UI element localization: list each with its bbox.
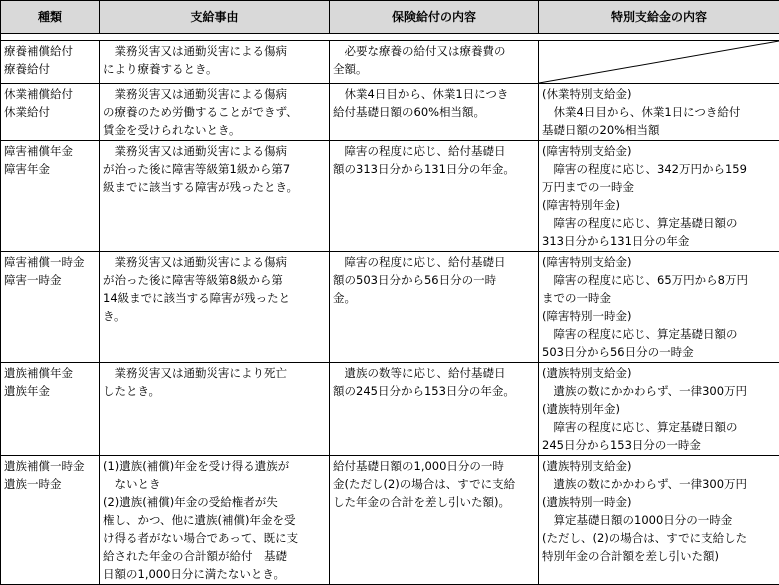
cell-special-line: (遺族特別年金)	[542, 400, 776, 418]
cell-insurance	[330, 141, 539, 252]
cell-reason-line: (2)遺族(補償)年金の受給権者が失	[103, 493, 326, 511]
cell-insurance	[330, 41, 539, 84]
cell-reason-line: 権し、かつ、他に遺族(補償)年金を受	[103, 511, 326, 529]
cell-reason-line: 業務災害又は通勤災害による傷病	[103, 142, 326, 160]
cell-reason	[100, 363, 330, 456]
cell-reason-line: したとき。	[103, 382, 326, 400]
cell-type-line: 療養補償給付	[4, 42, 96, 60]
cell-reason-line: (1)遺族(補償)年金を受け得る遺族が	[103, 457, 326, 475]
cell-insurance-line: 休業4日目から、休業1日につき	[333, 85, 535, 103]
cell-special-line: 障害の程度に応じ、342万円から159	[542, 160, 776, 178]
cell-reason	[100, 41, 330, 84]
cell-special	[539, 363, 779, 456]
cell-special	[539, 456, 779, 585]
cell-insurance-line: 全額。	[333, 60, 535, 78]
cell-type-line: 障害一時金	[4, 271, 96, 289]
cell-special-line: 障害の程度に応じ、算定基礎日額の	[542, 214, 776, 232]
cell-insurance-line: 必要な療養の給付又は療養費の	[333, 42, 535, 60]
cell-special-empty	[539, 41, 779, 84]
cell-reason-line: が治った後に障害等級第8級から第	[103, 271, 326, 289]
cell-reason-line: 給された年金の合計額が給付 基礎	[103, 547, 326, 565]
cell-special	[539, 252, 779, 363]
cell-special-line: 遺族の数にかかわらず、一律300万円	[542, 382, 776, 400]
cell-insurance-line: 障害の程度に応じ、給付基礎日	[333, 253, 535, 271]
cell-type-line: 障害補償一時金	[4, 253, 96, 271]
cell-special-line: (障害特別一時金)	[542, 307, 776, 325]
cell-special-line: (遺族特別支給金)	[542, 457, 776, 475]
cell-type-line: 休業補償給付	[4, 85, 96, 103]
cell-special-line: 基礎日額の20%相当額	[542, 121, 776, 139]
cell-special-line: 障害の程度に応じ、算定基礎日額の	[542, 325, 776, 343]
cell-insurance-line: 額の503日分から56日分の一時	[333, 271, 535, 289]
cell-type	[1, 141, 100, 252]
cell-special	[539, 84, 779, 141]
cell-special-line: 障害の程度に応じ、65万円から8万円	[542, 271, 776, 289]
cell-reason	[100, 141, 330, 252]
cell-special-line: (ただし、(2)の場合は、すでに支給した	[542, 529, 776, 547]
cell-special-line: (障害特別支給金)	[542, 142, 776, 160]
cell-reason-line: が治った後に障害等級第1級から第7	[103, 160, 326, 178]
cell-special	[539, 141, 779, 252]
cell-insurance	[330, 84, 539, 141]
cell-special-line: 万円までの一時金	[542, 178, 776, 196]
cell-reason	[100, 252, 330, 363]
table-row	[1, 456, 779, 585]
cell-special-line: 休業4日目から、休業1日につき給付	[542, 103, 776, 121]
cell-type	[1, 252, 100, 363]
cell-special-line: 245日分から153日分の一時金	[542, 436, 776, 454]
cell-type-line: 休業給付	[4, 103, 96, 121]
table-row	[1, 252, 779, 363]
cell-insurance	[330, 456, 539, 585]
cell-reason-line: 級までに該当する障害が残ったとき。	[103, 178, 326, 196]
cell-reason-line: け得る者がない場合であって、既に支	[103, 529, 326, 547]
cell-insurance	[330, 363, 539, 456]
cell-reason-line: ないとき	[103, 475, 326, 493]
cell-special-line: までの一時金	[542, 289, 776, 307]
cell-reason-line: 賃金を受けられないとき。	[103, 121, 326, 139]
cell-type-line: 遺族補償年金	[4, 364, 96, 382]
table-row	[1, 141, 779, 252]
cell-insurance-line: した年金の合計を差し引いた額)。	[333, 493, 535, 511]
diagonal-slash	[539, 41, 779, 83]
header-special: 特別支給金の内容	[539, 1, 779, 34]
cell-insurance-line: 給付基礎日額の1,000日分の一時	[333, 457, 535, 475]
header-reason: 支給事由	[100, 1, 330, 34]
cell-insurance-line: 額の245日分から153日分の年金。	[333, 382, 535, 400]
cell-reason-line: の療養のため労働することができず、	[103, 103, 326, 121]
cell-reason-line: 業務災害又は通勤災害による傷病	[103, 42, 326, 60]
cell-type	[1, 456, 100, 585]
cell-insurance-line: 遺族の数等に応じ、給付基礎日	[333, 364, 535, 382]
header-gap	[1, 34, 779, 41]
cell-insurance-line: 金(ただし(2)の場合は、すでに支給	[333, 475, 535, 493]
cell-type	[1, 41, 100, 84]
table-row	[1, 363, 779, 456]
cell-reason-line: 業務災害又は通勤災害による傷病	[103, 253, 326, 271]
cell-type-line: 遺族一時金	[4, 475, 96, 493]
cell-special-line: 障害の程度に応じ、算定基礎日額の	[542, 418, 776, 436]
cell-insurance-line: 障害の程度に応じ、給付基礎日	[333, 142, 535, 160]
cell-insurance	[330, 252, 539, 363]
cell-special-line: (遺族特別支給金)	[542, 364, 776, 382]
cell-reason-line: により療養するとき。	[103, 60, 326, 78]
cell-type-line: 障害補償年金	[4, 142, 96, 160]
cell-reason-line: き。	[103, 307, 326, 325]
cell-reason-line: 業務災害又は通勤災害による傷病	[103, 85, 326, 103]
cell-special-line: 313日分から131日分の年金	[542, 232, 776, 250]
cell-special-line: 特別年金の合計額を差し引いた額)	[542, 547, 776, 565]
header-insurance: 保険給付の内容	[330, 1, 539, 34]
cell-special-line: 503日分から56日分の一時金	[542, 343, 776, 361]
cell-type	[1, 84, 100, 141]
cell-reason	[100, 84, 330, 141]
cell-special-line: (遺族特別一時金)	[542, 493, 776, 511]
cell-special-line: 算定基礎日額の1000日分の一時金	[542, 511, 776, 529]
cell-special-line: (障害特別支給金)	[542, 253, 776, 271]
cell-reason-line: 業務災害又は通勤災害により死亡	[103, 364, 326, 382]
table-row	[1, 41, 779, 84]
table-body	[1, 34, 779, 585]
cell-type-line: 遺族年金	[4, 382, 96, 400]
cell-special-line: (障害特別年金)	[542, 196, 776, 214]
cell-special-line: (休業特別支給金)	[542, 85, 776, 103]
cell-type-line: 療養給付	[4, 60, 96, 78]
cell-type	[1, 363, 100, 456]
header-row	[1, 1, 779, 34]
cell-insurance-line: 額の313日分から131日分の年金。	[333, 160, 535, 178]
cell-reason	[100, 456, 330, 585]
cell-type-line: 遺族補償一時金	[4, 457, 96, 475]
cell-special-line: 遺族の数にかかわらず、一律300万円	[542, 475, 776, 493]
cell-reason-line: 日額の1,000日分に満たないとき。	[103, 565, 326, 583]
cell-insurance-line: 給付基礎日額の60%相当額。	[333, 103, 535, 121]
table-row	[1, 84, 779, 141]
cell-insurance-line: 金。	[333, 289, 535, 307]
cell-reason-line: 14級までに該当する障害が残ったと	[103, 289, 326, 307]
header-type: 種類	[1, 1, 100, 34]
cell-type-line: 障害年金	[4, 160, 96, 178]
